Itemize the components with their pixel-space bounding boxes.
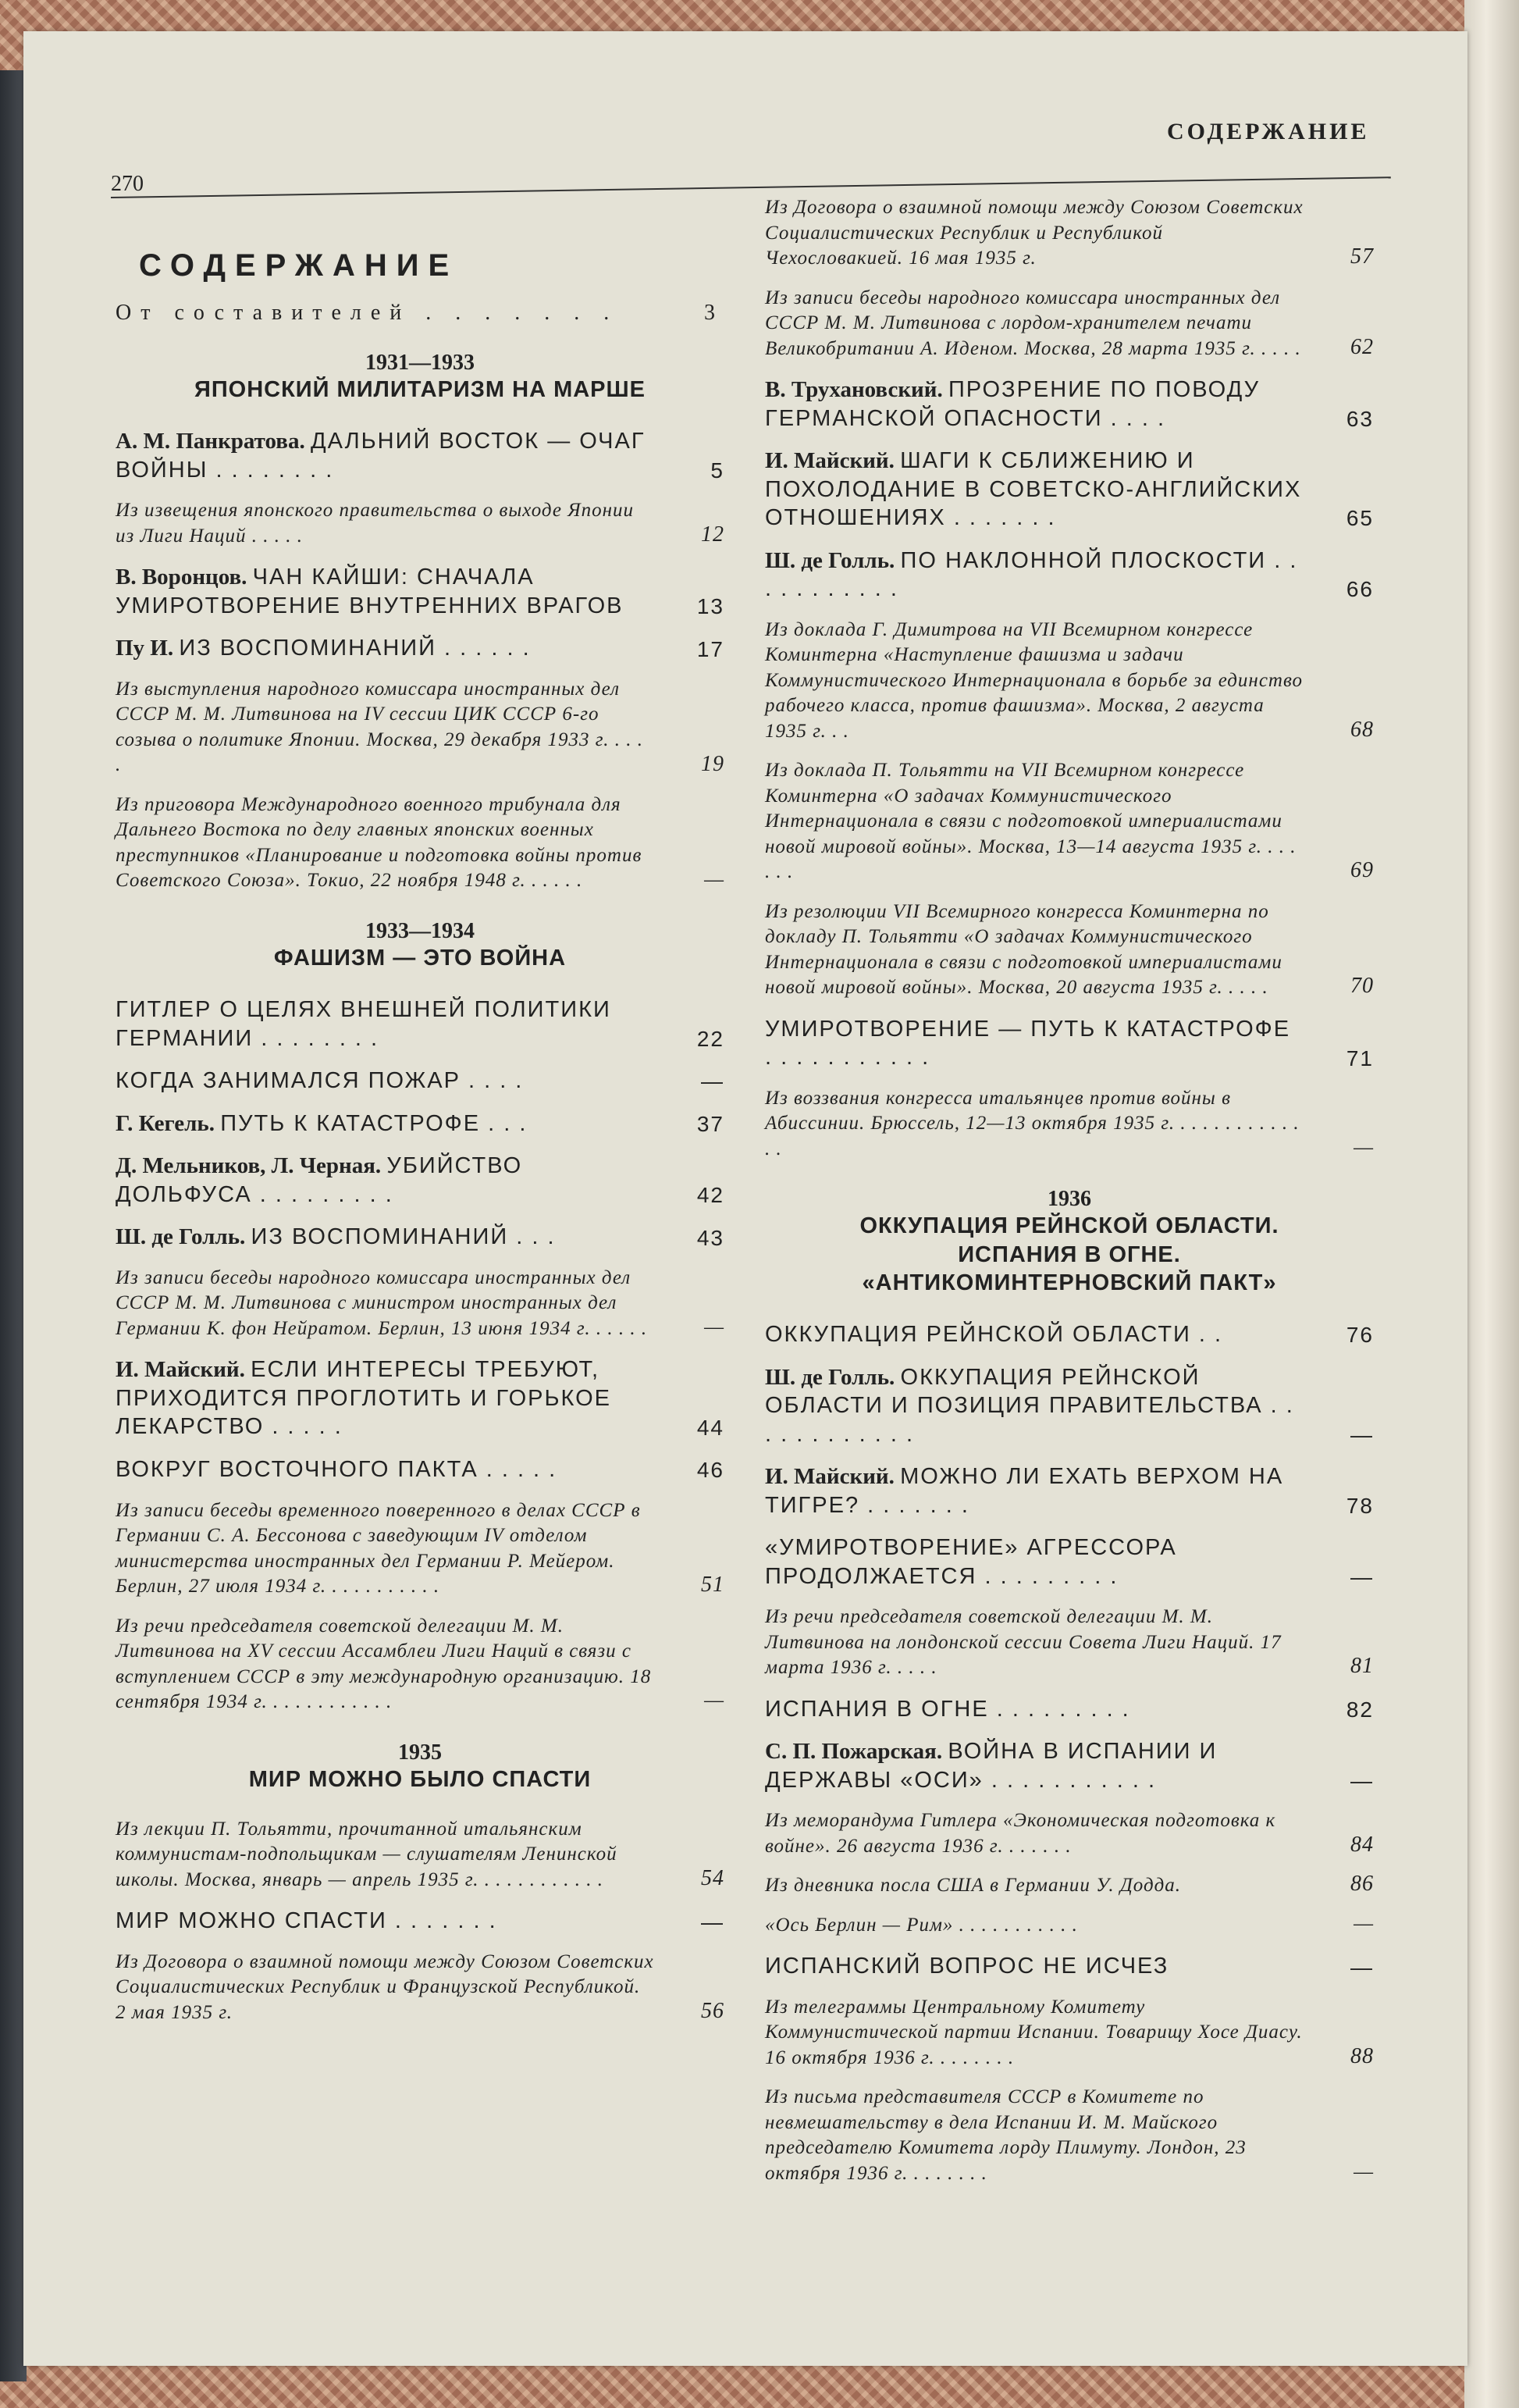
toc-entry-page: 78 bbox=[1346, 1493, 1374, 1518]
toc-entry-page: 82 bbox=[1346, 1697, 1374, 1722]
toc-entry[interactable] bbox=[116, 677, 724, 778]
toc-entry-page: 68 bbox=[1350, 717, 1374, 742]
toc-entry-text: УМИРОТВОРЕНИЕ — ПУТЬ К КАТАСТРОФЕ . . . . . . . . . . . bbox=[765, 1016, 1291, 1070]
toc-entry-page: 81 bbox=[1350, 1654, 1374, 1679]
toc-entries-right bbox=[765, 195, 1374, 2186]
toc-entry-page: 63 bbox=[1346, 406, 1374, 431]
toc-entry-title bbox=[116, 498, 654, 549]
toc-entry-page: 56 bbox=[701, 1998, 724, 2023]
toc-entry-text: Из записи беседы народного комиссара иностранных дел СССР М. М. Литвинова с лордом-хранителем печати Великобритании А. Иденом. Москва, 28 марта 1935 г. . . . . bbox=[765, 287, 1301, 359]
toc-entry-text: ИЗ ВОСПОМИНАНИЙ . . . . . . bbox=[179, 636, 531, 661]
toc-entry[interactable] bbox=[116, 427, 724, 484]
toc-entry-text: ШАГИ К СБЛИЖЕНИЮ И ПОХОЛОДАНИЕ В СОВЕТСКО-АНГЛИЙСКИХ ОТНОШЕНИЯХ . . . . . . . bbox=[765, 448, 1302, 531]
toc-entry[interactable] bbox=[765, 286, 1374, 362]
toc-entry-title bbox=[116, 1067, 654, 1095]
toc-entry-page: — bbox=[701, 1069, 724, 1094]
toc-entry-title bbox=[765, 1605, 1304, 1681]
toc-entry-page: 76 bbox=[1346, 1323, 1374, 1348]
toc-entry-text: ГИТЛЕР О ЦЕЛЯХ ВНЕШНЕЙ ПОЛИТИКИ ГЕРМАНИИ . . . . . . . . bbox=[116, 997, 611, 1051]
book-page-stack bbox=[1464, 0, 1519, 2408]
toc-entry-page: 65 bbox=[1346, 506, 1374, 531]
toc-entry-title bbox=[116, 563, 654, 620]
toc-entry-author: Д. Мельников, Л. Черная. bbox=[116, 1153, 387, 1179]
toc-entry-title bbox=[765, 1695, 1304, 1724]
toc-entry-title bbox=[765, 376, 1304, 433]
toc-entry-page: 51 bbox=[701, 1573, 724, 1598]
toc-entry[interactable] bbox=[116, 1110, 724, 1138]
toc-entry-text: Из записи беседы временного поверенного в делах СССР в Германии С. А. Бессонова с заведующим IV отделом министерства иностранных дел Германии Р. Мейером. Берлин, 27 июля 1934 г. . . . . . . . . . . bbox=[116, 1499, 641, 1597]
toc-entry-text: Из дневника посла США в Германии У. Додда. bbox=[765, 1875, 1182, 1897]
toc-entry-title bbox=[116, 1950, 654, 2026]
toc-entry[interactable] bbox=[765, 618, 1374, 745]
toc-entry[interactable] bbox=[116, 1266, 724, 1342]
toc-entry[interactable] bbox=[765, 1462, 1374, 1519]
toc-entry-author: Пу И. bbox=[116, 636, 180, 661]
toc-entry-page: — bbox=[704, 867, 724, 892]
toc-entry[interactable] bbox=[765, 1086, 1374, 1163]
toc-entry-title bbox=[765, 447, 1304, 533]
toc-entry-author: И. Майский. bbox=[116, 1357, 251, 1383]
toc-entry-author: В. Трухановский. bbox=[765, 377, 948, 402]
toc-entry-page: 42 bbox=[696, 1183, 724, 1208]
toc-entry-text: ПУТЬ К КАТАСТРОФЕ . . . bbox=[220, 1110, 528, 1136]
toc-entry-title bbox=[116, 1152, 654, 1209]
toc-entry-title bbox=[765, 2085, 1304, 2186]
toc-entry-title bbox=[116, 1223, 654, 1252]
toc-entry[interactable] bbox=[765, 447, 1374, 533]
toc-entry-text: Из резолюции VII Всемирного конгресса Коминтерна по докладу П. Тольятти «О задачах Коммунистического Интернационала в связи с подготовкой империалистами новой мировой войны». Москва, 20 августа 1935 г. . . . . bbox=[765, 900, 1282, 999]
toc-entry-page: — bbox=[1354, 2160, 1374, 2185]
toc-entry[interactable] bbox=[765, 758, 1374, 885]
toc-entry-text: Из речи председателя советской делегации М. М. Литвинова на XV сессии Ассамблеи Лиги Наций в связи с вступлением СССР в эту международную организацию. 18 сентября 1934 г. . . . . . . . . . . . bbox=[116, 1615, 652, 1712]
toc-entry[interactable] bbox=[765, 1913, 1374, 1939]
toc-entry-title bbox=[765, 899, 1304, 1001]
toc-entry-author: И. Майский. bbox=[765, 1464, 901, 1490]
toc-entry-title bbox=[116, 427, 654, 484]
toc-entry-page: — bbox=[1350, 1422, 1374, 1447]
section-heading: МИР МОЖНО БЫЛО СПАСТИ bbox=[248, 1766, 592, 1792]
section-header bbox=[116, 1740, 724, 1794]
toc-entry-page: 62 bbox=[1350, 334, 1374, 359]
toc-entry-title bbox=[765, 1462, 1304, 1519]
toc-entry-title bbox=[765, 1363, 1304, 1449]
toc-entry-text: Из меморандума Гитлера «Экономическая подготовка к войне». 26 августа 1936 г. . . . . . . bbox=[765, 1810, 1276, 1857]
toc-entry-page: 71 bbox=[1346, 1045, 1374, 1070]
section-header bbox=[116, 351, 724, 404]
toc-entry-text: Из доклада Г. Димитрова на VII Всемирном конгрессе Коминтерна «Наступление фашизма и задачи Коммунистического Интернационала в борьбе за единство рабочего класса, против фашизма». Москва, 2 августа 1935 г. . . bbox=[765, 618, 1303, 742]
toc-entry-page: 5 bbox=[710, 458, 724, 483]
toc-entry-author: С. П. Пожарская. bbox=[765, 1739, 948, 1765]
toc-entry-title bbox=[765, 1873, 1304, 1899]
toc-entry-text: «УМИРОТВОРЕНИЕ» АГРЕССОРА ПРОДОЛЖАЕТСЯ . . . . . . . . . bbox=[765, 1535, 1177, 1589]
toc-entry-text: Из Договора о взаимной помощи между Союзом Советских Социалистических Республик и Республикой Чехословакией. 16 мая 1935 г. bbox=[765, 197, 1304, 269]
toc-entry-title bbox=[765, 1533, 1304, 1590]
toc-entry-text: От составителей . . . . . . . bbox=[116, 301, 619, 325]
toc-entry-page: 86 bbox=[1350, 1872, 1374, 1897]
toc-entry[interactable] bbox=[765, 2085, 1374, 2186]
toc-entry-title bbox=[765, 1737, 1304, 1794]
toc-entry[interactable] bbox=[116, 1950, 724, 2026]
toc-entry-title bbox=[765, 547, 1304, 604]
toc-entry-text: ВОЙНА В ИСПАНИИ И ДЕРЖАВЫ «ОСИ» . . . . . . . . . . . bbox=[765, 1739, 1218, 1793]
toc-entry-page: 13 bbox=[696, 594, 724, 619]
toc-entry-page: 17 bbox=[696, 636, 724, 661]
toc-entry-text: ОККУПАЦИЯ РЕЙНСКОЙ ОБЛАСТИ . . bbox=[765, 1322, 1223, 1348]
toc-entry-page: 22 bbox=[696, 1026, 724, 1051]
toc-entry-title bbox=[765, 618, 1304, 745]
toc-entry-title bbox=[116, 793, 654, 894]
toc-entry[interactable] bbox=[765, 1605, 1374, 1681]
toc-entry-page: 37 bbox=[696, 1112, 724, 1137]
toc-entry-title bbox=[116, 1110, 654, 1138]
toc-entry-page: 44 bbox=[696, 1415, 724, 1440]
toc-entry[interactable] bbox=[765, 1737, 1374, 1794]
toc-entry-text: Из выступления народного комиссара иностранных дел СССР М. М. Литвинова на IV сессии ЦИК СССР 6-го созыва о политике Японии. Москва, 29 декабря 1933 г. . . . . bbox=[116, 678, 643, 776]
toc-entry-text: Из Договора о взаимной помощи между Союзом Советских Социалистических Республик и Французской Республикой. 2 мая 1935 г. bbox=[116, 1950, 654, 2023]
toc-entry-title bbox=[116, 996, 654, 1053]
toc-entry[interactable] bbox=[116, 1223, 724, 1252]
toc-entry-page: — bbox=[1354, 1911, 1374, 1936]
toc-entry-author: Ш. де Голль. bbox=[765, 547, 901, 573]
toc-entry-page: — bbox=[1350, 1954, 1374, 1979]
toc-entry-author: В. Воронцов. bbox=[116, 565, 253, 590]
toc-entry-title bbox=[765, 1995, 1304, 2071]
section-header bbox=[765, 1187, 1374, 1297]
toc-entry-title bbox=[765, 1086, 1304, 1163]
toc-entry[interactable] bbox=[116, 1067, 724, 1095]
toc-entry-page: 57 bbox=[1350, 244, 1374, 269]
toc-entry-title bbox=[116, 1817, 654, 1893]
toc-entry[interactable] bbox=[765, 1808, 1374, 1859]
toc-entry-text: «Ось Берлин — Рим» . . . . . . . . . . . bbox=[765, 1914, 1078, 1936]
toc-entry-text: Из лекции П. Тольятти, прочитанной итальянским коммунистам-подпольщикам — слушателям Ленинской школы. Москва, январь — апрель 1935 г. . . . . . . . . . . . bbox=[116, 1818, 617, 1890]
toc-entry-author: Ш. де Голль. bbox=[116, 1224, 251, 1250]
toc-entry-page: 88 bbox=[1350, 2044, 1374, 2069]
toc-entry-title bbox=[765, 1320, 1304, 1349]
section-header bbox=[116, 919, 724, 972]
toc-entry[interactable] bbox=[116, 996, 724, 1053]
toc-entry-page: — bbox=[704, 1314, 724, 1339]
toc-entry-page: — bbox=[704, 1688, 724, 1713]
toc-entry-text: ОККУПАЦИЯ РЕЙНСКОЙ ОБЛАСТИ И ПОЗИЦИЯ ПРАВИТЕЛЬСТВА . . . . . . . . . . . . bbox=[765, 1364, 1294, 1447]
toc-entries-left bbox=[116, 301, 724, 2025]
toc-entry[interactable] bbox=[116, 1498, 724, 1600]
toc-entry-text: Из письма представителя СССР в Комитете по невмешательству в дела Испании И. М. Майского председателю Комитета лорду Плимуту. Лондон, 23 октября 1936 г. . . . . . . . bbox=[765, 2086, 1247, 2184]
section-years: 1933—1934 bbox=[365, 918, 475, 943]
toc-entry-page: 66 bbox=[1346, 577, 1374, 602]
toc-entry-text: Из доклада П. Тольятти на VII Всемирном конгрессе Коминтерна «О задачах Коммунистического Интернационала в связи с подготовкой империалистами новой мировой войны». Москва, 13—14 августа 1935 г. . . . . . . bbox=[765, 760, 1297, 883]
toc-entry-page: 70 bbox=[1350, 974, 1374, 999]
toc-entry-title bbox=[116, 677, 654, 778]
toc-entry-page: 3 bbox=[704, 301, 724, 325]
toc-entry-text: ЕСЛИ ИНТЕРЕСЫ ТРЕБУЮТ, ПРИХОДИТСЯ ПРОГЛОТИТЬ И ГОРЬКОЕ ЛЕКАРСТВО . . . . . bbox=[116, 1357, 611, 1440]
toc-entry[interactable] bbox=[116, 1817, 724, 1893]
toc-entry[interactable] bbox=[765, 547, 1374, 604]
toc-entry[interactable] bbox=[116, 793, 724, 894]
section-heading: ОККУПАЦИЯ РЕЙНСКОЙ ОБЛАСТИ. ИСПАНИЯ В ОГНЕ. «АНТИКОМИНТЕРНОВСКИЙ ПАКТ» bbox=[859, 1213, 1279, 1295]
toc-entry-text: КОГДА ЗАНИМАЛСЯ ПОЖАР . . . . bbox=[116, 1068, 524, 1094]
toc-entry-title bbox=[116, 1498, 654, 1600]
toc-entry-text: ИСПАНИЯ В ОГНЕ . . . . . . . . . bbox=[765, 1696, 1130, 1722]
toc-entry-title bbox=[765, 1808, 1304, 1859]
toc-left-column bbox=[116, 240, 724, 2039]
toc-entry-text: Из приговора Международного военного трибунала для Дальнего Востока по делу главных японских военных преступников «Планирование и подготовка войны против Советского Союза». Токио, 22 ноября 1948 г. . . . . . bbox=[116, 793, 642, 892]
toc-entry-title bbox=[765, 1913, 1304, 1939]
toc-entry-title bbox=[116, 1355, 654, 1441]
toc-entry-text: ВОКРУГ ВОСТОЧНОГО ПАКТА . . . . . bbox=[116, 1456, 557, 1482]
toc-entry-title bbox=[765, 1015, 1304, 1072]
toc-entry[interactable] bbox=[116, 563, 724, 620]
toc-entry-text: ИЗ ВОСПОМИНАНИЙ . . . bbox=[251, 1224, 556, 1250]
toc-entry-text: Из записи беседы народного комиссара иностранных дел СССР М. М. Литвинова с министром иностранных дел Германии К. фон Нейратом. Берлин, 13 июня 1934 г. . . . . . bbox=[116, 1266, 648, 1339]
toc-entry-page: 43 bbox=[696, 1225, 724, 1250]
toc-entry-title bbox=[116, 634, 654, 663]
section-heading: ЯПОНСКИЙ МИЛИТАРИЗМ НА МАРШЕ bbox=[194, 377, 646, 402]
toc-entry-page: 46 bbox=[696, 1458, 724, 1483]
toc-entry[interactable] bbox=[765, 1995, 1374, 2071]
toc-entry-title bbox=[765, 1952, 1304, 1981]
toc-entry[interactable] bbox=[116, 1455, 724, 1484]
toc-entry[interactable] bbox=[116, 1355, 724, 1441]
book-page bbox=[23, 31, 1467, 2366]
toc-entry-text: ЧАН КАЙШИ: СНАЧАЛА УМИРОТВОРЕНИЕ ВНУТРЕННИХ ВРАГОВ bbox=[116, 565, 624, 618]
toc-entry[interactable] bbox=[116, 1907, 724, 1936]
toc-entry-page: 12 bbox=[701, 522, 724, 547]
toc-entry-text: ДАЛЬНИЙ ВОСТОК — ОЧАГ ВОЙНЫ . . . . . . . . bbox=[116, 429, 646, 483]
page-number: 270 bbox=[111, 172, 144, 196]
toc-entry-title bbox=[116, 1614, 654, 1715]
toc-entry-text: Из телеграммы Центральному Комитету Коммунистической партии Испании. Товарищу Хосе Диасу. 16 октября 1936 г. . . . . . . . bbox=[765, 1996, 1303, 2068]
toc-entry[interactable] bbox=[116, 498, 724, 549]
toc-entry-title bbox=[765, 195, 1304, 272]
section-heading: ФАШИЗМ — ЭТО ВОЙНА bbox=[273, 945, 567, 971]
toc-entry[interactable] bbox=[116, 1152, 724, 1209]
toc-title: СОДЕРЖАНИЕ bbox=[139, 248, 459, 283]
toc-entry-page: 69 bbox=[1350, 858, 1374, 883]
running-header: СОДЕРЖАНИЕ bbox=[1167, 119, 1370, 144]
toc-entry-title bbox=[116, 1455, 654, 1484]
toc-entry[interactable] bbox=[765, 1873, 1374, 1899]
toc-entry-page: 54 bbox=[701, 1865, 724, 1890]
section-years: 1931—1933 bbox=[365, 351, 475, 375]
toc-entry-text: ИСПАНСКИЙ ВОПРОС НЕ ИСЧЕЗ bbox=[765, 1954, 1169, 1979]
toc-entry-page: — bbox=[1350, 1769, 1374, 1794]
section-years: 1936 bbox=[1048, 1187, 1091, 1212]
toc-entry-author: И. Майский. bbox=[765, 448, 901, 474]
toc-entry[interactable] bbox=[765, 899, 1374, 1001]
toc-entry-text: Из извещения японского правительства о выходе Японии из Лиги Наций . . . . . bbox=[116, 500, 635, 547]
toc-entry[interactable] bbox=[765, 1363, 1374, 1449]
toc-entry-text: Из речи председателя советской делегации М. М. Литвинова на лондонской сессии Совета Лиги Наций. 17 марта 1936 г. . . . . bbox=[765, 1606, 1282, 1679]
section-years: 1935 bbox=[398, 1740, 442, 1765]
toc-entry-text: МИР МОЖНО СПАСТИ . . . . . . . bbox=[116, 1908, 497, 1934]
toc-entry-text: УБИЙСТВО ДОЛЬФУСА . . . . . . . . . bbox=[116, 1153, 523, 1207]
toc-entry-title bbox=[765, 286, 1304, 362]
toc-right-column bbox=[765, 195, 1374, 2200]
toc-entry-title bbox=[116, 301, 654, 326]
book-cover-edge bbox=[0, 70, 27, 2381]
toc-entry[interactable] bbox=[765, 195, 1374, 272]
toc-entry[interactable] bbox=[116, 634, 724, 663]
toc-entry-author: Г. Кегель. bbox=[116, 1110, 221, 1136]
toc-entry-title bbox=[765, 758, 1304, 885]
toc-entry-title bbox=[116, 1266, 654, 1342]
toc-entry-text: МОЖНО ЛИ ЕХАТЬ ВЕРХОМ НА ТИГРЕ? . . . . . . . bbox=[765, 1464, 1284, 1518]
toc-entry-page: 19 bbox=[701, 751, 724, 776]
toc-entry-page: — bbox=[701, 1909, 724, 1934]
toc-entry[interactable] bbox=[116, 301, 724, 326]
toc-entry-page: 84 bbox=[1350, 1832, 1374, 1857]
toc-entry[interactable] bbox=[765, 1533, 1374, 1590]
toc-entry[interactable] bbox=[765, 1015, 1374, 1072]
toc-entry-author: Ш. де Голль. bbox=[765, 1364, 901, 1390]
toc-entry-author: А. М. Панкратова. bbox=[116, 429, 311, 454]
toc-entry[interactable] bbox=[765, 1695, 1374, 1724]
toc-entry[interactable] bbox=[765, 376, 1374, 433]
toc-entry[interactable] bbox=[116, 1614, 724, 1715]
toc-entry-text: ПРОЗРЕНИЕ ПО ПОВОДУ ГЕРМАНСКОЙ ОПАСНОСТИ . . . . bbox=[765, 377, 1260, 431]
toc-entry-title bbox=[116, 1907, 654, 1936]
toc-entry-text: ПО НАКЛОННОЙ ПЛОСКОСТИ . . . . . . . . . . . bbox=[765, 547, 1298, 602]
toc-entry[interactable] bbox=[765, 1320, 1374, 1349]
toc-entry[interactable] bbox=[765, 1952, 1374, 1981]
toc-entry-page: — bbox=[1350, 1565, 1374, 1590]
toc-entry-page: — bbox=[1354, 1135, 1374, 1159]
toc-entry-text: Из воззвания конгресса итальянцев против войны в Абиссинии. Брюссель, 12—13 октября 1935 г. . . . . . . . . . . . . . bbox=[765, 1087, 1300, 1159]
